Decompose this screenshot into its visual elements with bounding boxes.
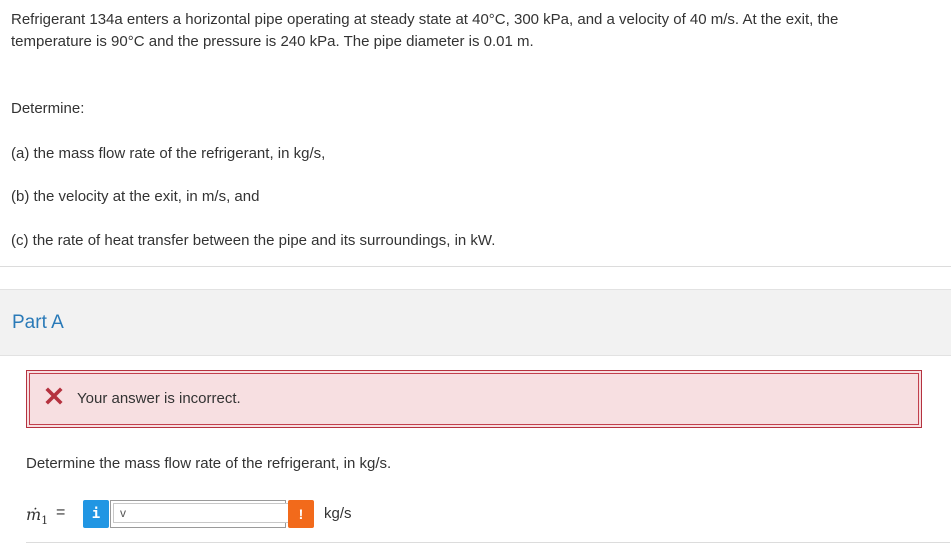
warning-icon[interactable]: ! xyxy=(288,500,314,528)
answer-input[interactable] xyxy=(113,503,293,523)
incorrect-feedback-box xyxy=(26,370,922,428)
feedback-text: Your answer is incorrect. xyxy=(77,390,241,407)
part-b-description: (b) the velocity at the exit, in m/s, and xyxy=(11,188,260,205)
variable-subscript: 1 xyxy=(41,514,49,528)
divider xyxy=(0,266,951,267)
unit-label: kg/s xyxy=(324,505,352,522)
problem-statement: Refrigerant 134a enters a horizontal pipe operating at steady state at 40°C, 300 kPa, and a velocity of 40 m/s. At the exit, the temperature is 90°C and the pressure is 240 kPa. The pipe diameter is 0.01 m. xyxy=(11,11,839,50)
part-c-description: (c) the rate of heat transfer between the pipe and its surroundings, in kW. xyxy=(11,232,496,249)
part-a-header[interactable] xyxy=(0,289,951,356)
equals-sign: = xyxy=(56,504,66,521)
question-text: Determine the mass flow rate of the refrigerant, in kg/s. xyxy=(26,455,392,472)
determine-label: Determine: xyxy=(11,100,85,117)
part-a-description: (a) the mass flow rate of the refrigerant, in kg/s, xyxy=(11,145,326,162)
info-icon[interactable]: i xyxy=(83,500,109,528)
part-title: Part A xyxy=(12,312,64,333)
variable-label xyxy=(26,505,48,527)
incorrect-x-icon xyxy=(45,387,63,405)
variable-symbol: ṁ xyxy=(26,505,42,524)
answer-row xyxy=(26,499,726,529)
answer-input-wrapper xyxy=(110,500,286,528)
